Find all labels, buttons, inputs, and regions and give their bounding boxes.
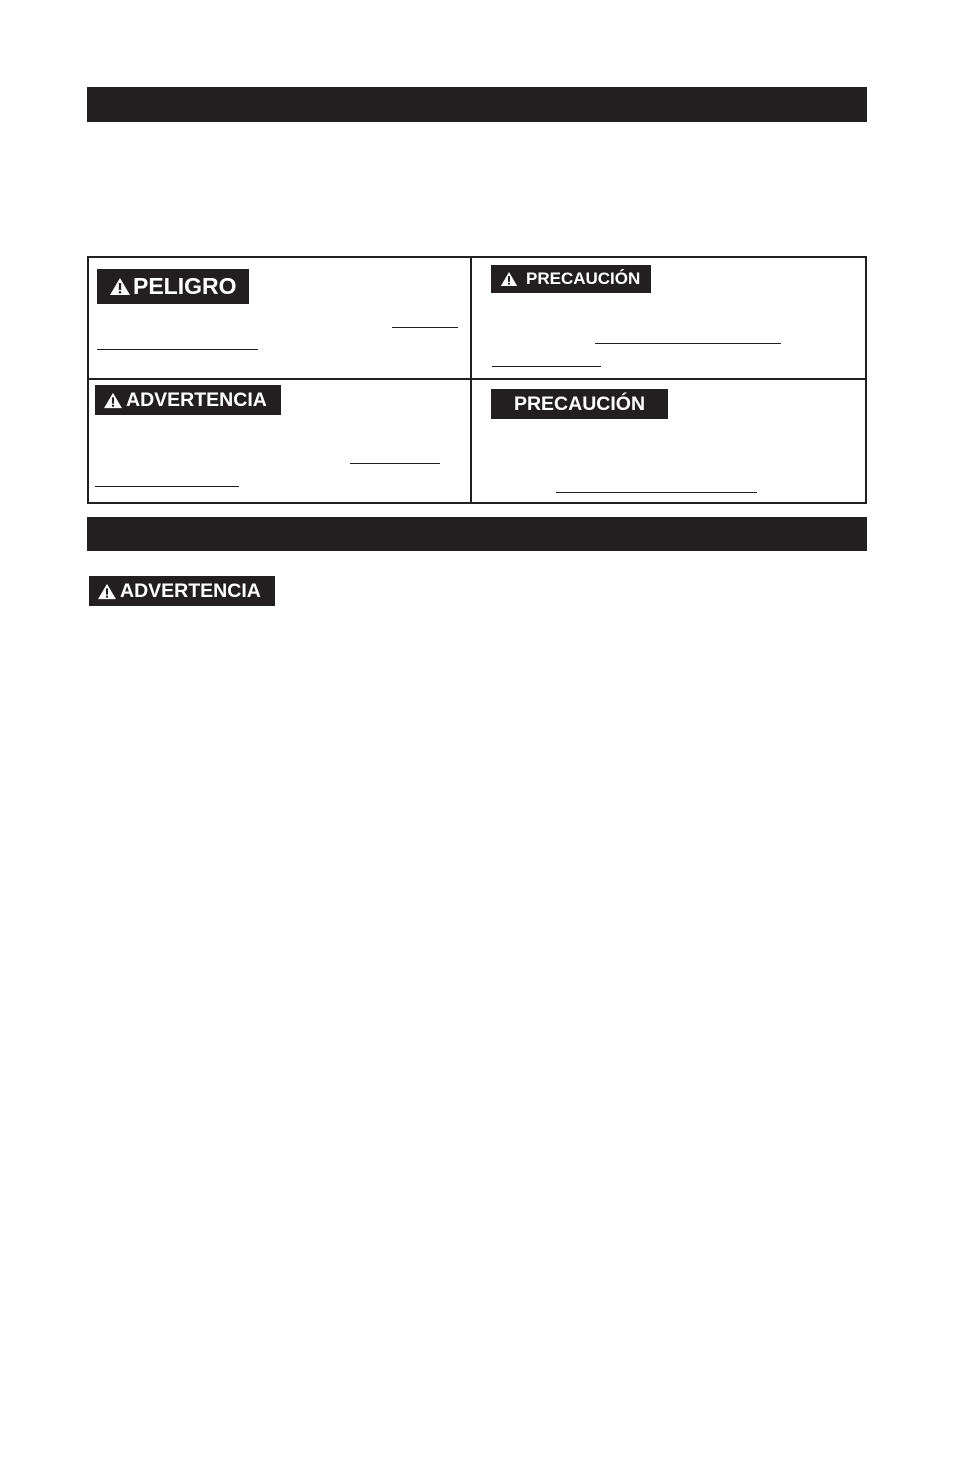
danger-underline-2 <box>97 349 258 350</box>
caution-no-symbol-label <box>491 389 668 419</box>
caution-label <box>491 265 651 293</box>
caution-label-text: PRECAUCIÓN <box>526 269 641 288</box>
warning-label <box>95 385 281 415</box>
danger-label <box>97 269 249 304</box>
warning-underline-1 <box>350 463 440 464</box>
section-warning-label-text: ADVERTENCIA <box>120 579 261 602</box>
caution-no-symbol-label-text: PRECAUCIÓN <box>513 392 646 415</box>
warning-triangle-icon <box>97 583 117 600</box>
section-header-bar-2 <box>87 517 867 551</box>
section-warning-label <box>89 576 275 606</box>
danger-underline-1 <box>392 327 458 328</box>
caution-underline-1 <box>595 343 781 344</box>
warning-triangle-icon <box>103 392 123 409</box>
danger-label-text: PELIGRO <box>133 273 237 299</box>
table-divider-horizontal <box>87 378 867 380</box>
caution-underline-2 <box>492 366 601 367</box>
caution-no-symbol-underline <box>556 492 757 493</box>
warning-triangle-icon <box>109 277 131 296</box>
warning-triangle-icon <box>500 271 518 287</box>
table-divider-vertical <box>470 256 472 504</box>
warning-label-text: ADVERTENCIA <box>126 388 267 411</box>
warning-underline-2 <box>95 486 239 487</box>
section-header-bar <box>87 87 867 122</box>
